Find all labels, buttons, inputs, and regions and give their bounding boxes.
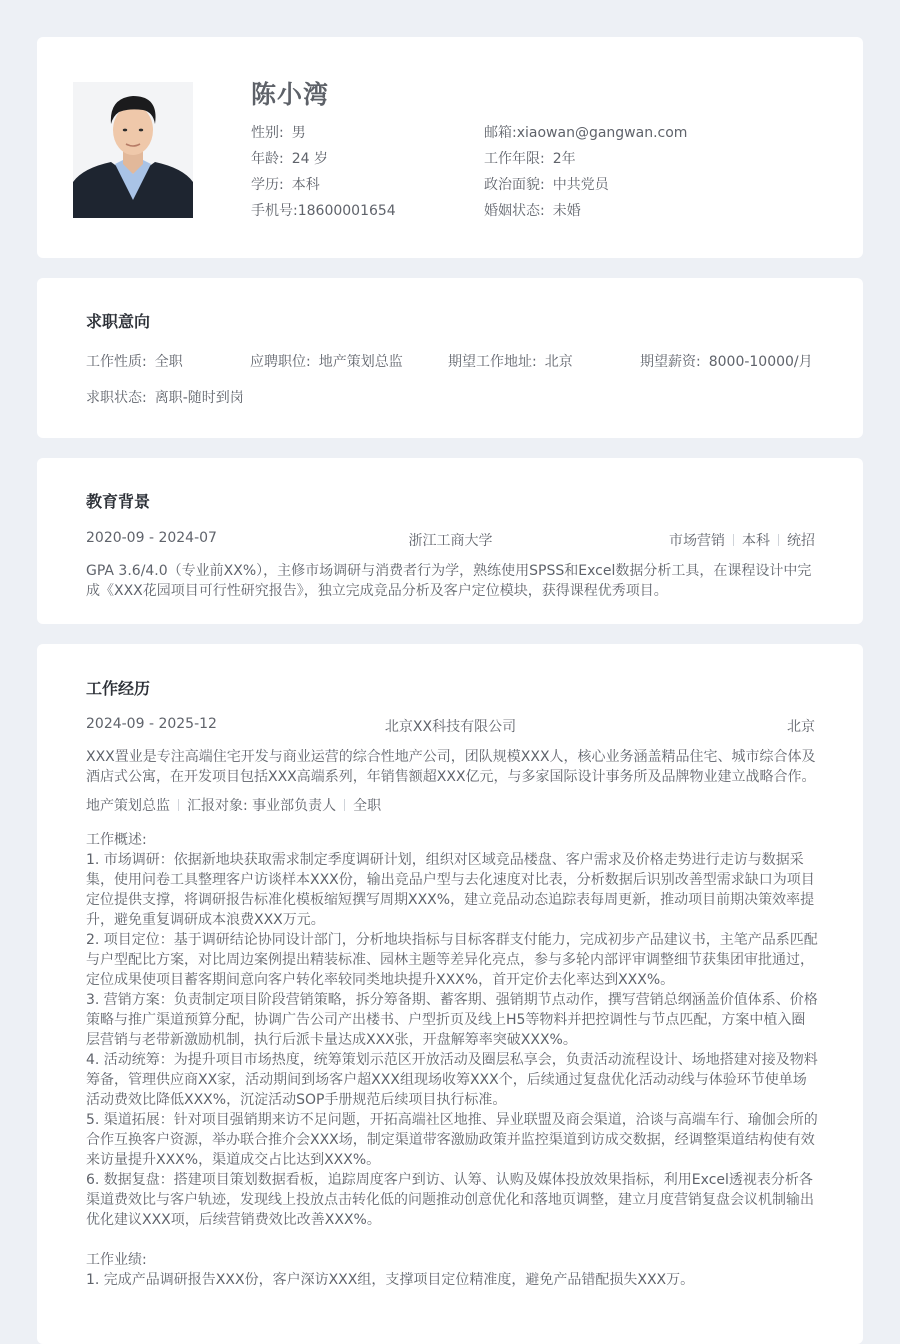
work-years-field: 工作年限: 2年: [484, 151, 576, 167]
education-card: [37, 458, 863, 624]
gender-field: 性别: 男: [251, 125, 306, 141]
phone-field: 手机号:18600001654: [251, 203, 396, 219]
divider: [178, 799, 179, 811]
company-description: XXX置业是专注高端住宅开发与商业运营的综合性地产公司，团队规模XXX人，核心业务涵盖精品住宅、城市综合体及酒店式公寓，在开发项目包括XXX高端系列，年销售额超XXX亿元，与多家国际设计事务所及品牌物业建立战略合作。: [86, 749, 816, 785]
applied-position-field: 应聘职位: 地产策划总监: [250, 354, 403, 370]
section-title-intent: 求职意向: [86, 312, 151, 331]
expected-salary-field: 期望薪资: 8000-10000/月: [640, 354, 813, 370]
age-field: 年龄: 24 岁: [251, 151, 328, 167]
job-intent-card: [37, 278, 863, 438]
divider: [733, 534, 734, 546]
section-title-work: 工作经历: [86, 679, 151, 698]
school-name: 浙江工商大学: [408, 533, 493, 549]
achievement-item: 1. 完成产品调研报告XXX份，客户深访XXX组，支撑项目定位精准度，避免产品错配损失XXX万。: [86, 1272, 695, 1288]
section-title-education: 教育背景: [86, 492, 151, 511]
overview-item: 2. 项目定位：基于调研结论协同设计部门，分析地块指标与目标客群支付能力，完成初步产品建议书，主笔产品系匹配与户型配比方案，对比周边案例提出精装标准、园林主题等差异化亮点，参与多轮内部评审调整细节获集团审批通过，定位成果使项目蓄客期间意向客户转化率较同类地块提升XXX%，首开定价去化率达到XXX%。: [86, 932, 818, 988]
divider: [344, 799, 345, 811]
overview-item: 3. 营销方案：负责制定项目阶段营销策略，拆分筹备期、蓄客期、强销期节点动作，撰写营销总纲涵盖价值体系、价格策略与推广渠道预算分配，协调广告公司产出楼书、户型折页及线上H5等物料并把控调性与节点匹配，方案中植入圈层营销与老带新激励机制，执行后派卡量达成XXX张，开盘解筹率突破XXX%。: [86, 992, 818, 1048]
job-title: 地产策划总监: [86, 798, 170, 814]
overview-item: 5. 渠道拓展：针对项目强销期来访不足问题，开拓高端社区地推、异业联盟及商会渠道，洽谈与高端车行、瑜伽会所的合作互换客户资源，举办联合推介会XXX场，制定渠道带客激励政策并监控渠道到访成交数据，经调整渠道结构使有效来访量提升XXX%，渠道成交占比达到XXX%。: [86, 1112, 818, 1168]
avatar: [73, 82, 193, 218]
candidate-name: 陈小湾: [251, 80, 330, 109]
achievement-label: 工作业绩:: [86, 1252, 147, 1268]
education-tags: [669, 530, 815, 550]
role-tags: [86, 795, 381, 815]
email-field: 邮箱:xiaowan@gangwan.com: [484, 125, 688, 141]
divider: [778, 534, 779, 546]
overview-item: 1. 市场调研：依据新地块获取需求制定季度调研计划，组织对区域竞品楼盘、客户需求及价格走势进行走访与数据采集，使用问卷工具整理客户访谈样本XXX份，输出竞品户型与去化速度对比表，分析数据后识别改善型需求缺口为项目定位提供支撑，将调研报告标准化模板缩短撰写周期XXX%，建立竞品动态追踪表每周更新，推动项目前期决策效率提升，避免重复调研成本浪费XXX万元。: [86, 852, 815, 928]
enrollment-type: 统招: [787, 533, 815, 549]
company-name: 北京XX科技有限公司: [384, 719, 517, 735]
degree: 本科: [742, 533, 770, 549]
work-city: 北京: [787, 719, 815, 735]
overview-item: 6. 数据复盘：搭建项目策划数据看板，追踪周度客户到访、认筹、认购及媒体投放效果指标，利用Excel透视表分析各渠道费效比与客户轨迹，发现线上投放点击转化低的问题推动创意优化和落地页调整，建立月度营销复盘会议机制输出优化建议XXX项，后续营销费效比改善XXX%。: [86, 1172, 814, 1228]
marital-status-field: 婚姻状态: 未婚: [484, 203, 581, 219]
work-period: 2024-09 - 2025-12: [86, 716, 217, 732]
profile-card: [37, 37, 863, 258]
major: 市场营销: [669, 533, 725, 549]
education-level-field: 学历: 本科: [251, 177, 320, 193]
employment-type: 全职: [353, 798, 382, 814]
job-type-field: 工作性质: 全职: [86, 354, 183, 370]
education-period: 2020-09 - 2024-07: [86, 530, 217, 546]
report-to: 汇报对象: 事业部负责人: [187, 798, 337, 814]
job-status-field: 求职状态: 离职-随时到岗: [86, 390, 244, 406]
work-experience-card: [37, 644, 863, 1344]
expected-city-field: 期望工作地址: 北京: [448, 354, 573, 370]
overview-item: 4. 活动统筹：为提升项目市场热度，统筹策划示范区开放活动及圈层私享会，负责活动流程设计、场地搭建对接及物料筹备，管理供应商XX家，活动期间到场客户超XXX组现场收筹XXX个，后续通过复盘优化活动动线与体验环节使单场活动费效比降低XXX%，沉淀活动SOP手册规范后续项目执行标准。: [86, 1052, 818, 1108]
education-description: GPA 3.6/4.0（专业前XX%），主修市场调研与消费者行为学，熟练使用SPSS和Excel数据分析工具，在课程设计中完成《XXX花园项目可行性研究报告》，独立完成竞品分析及客户定位模块，获得课程优秀项目。: [86, 563, 812, 599]
work-overview: [86, 830, 818, 1290]
political-status-field: 政治面貌: 中共党员: [484, 177, 609, 193]
overview-label: 工作概述:: [86, 832, 147, 848]
